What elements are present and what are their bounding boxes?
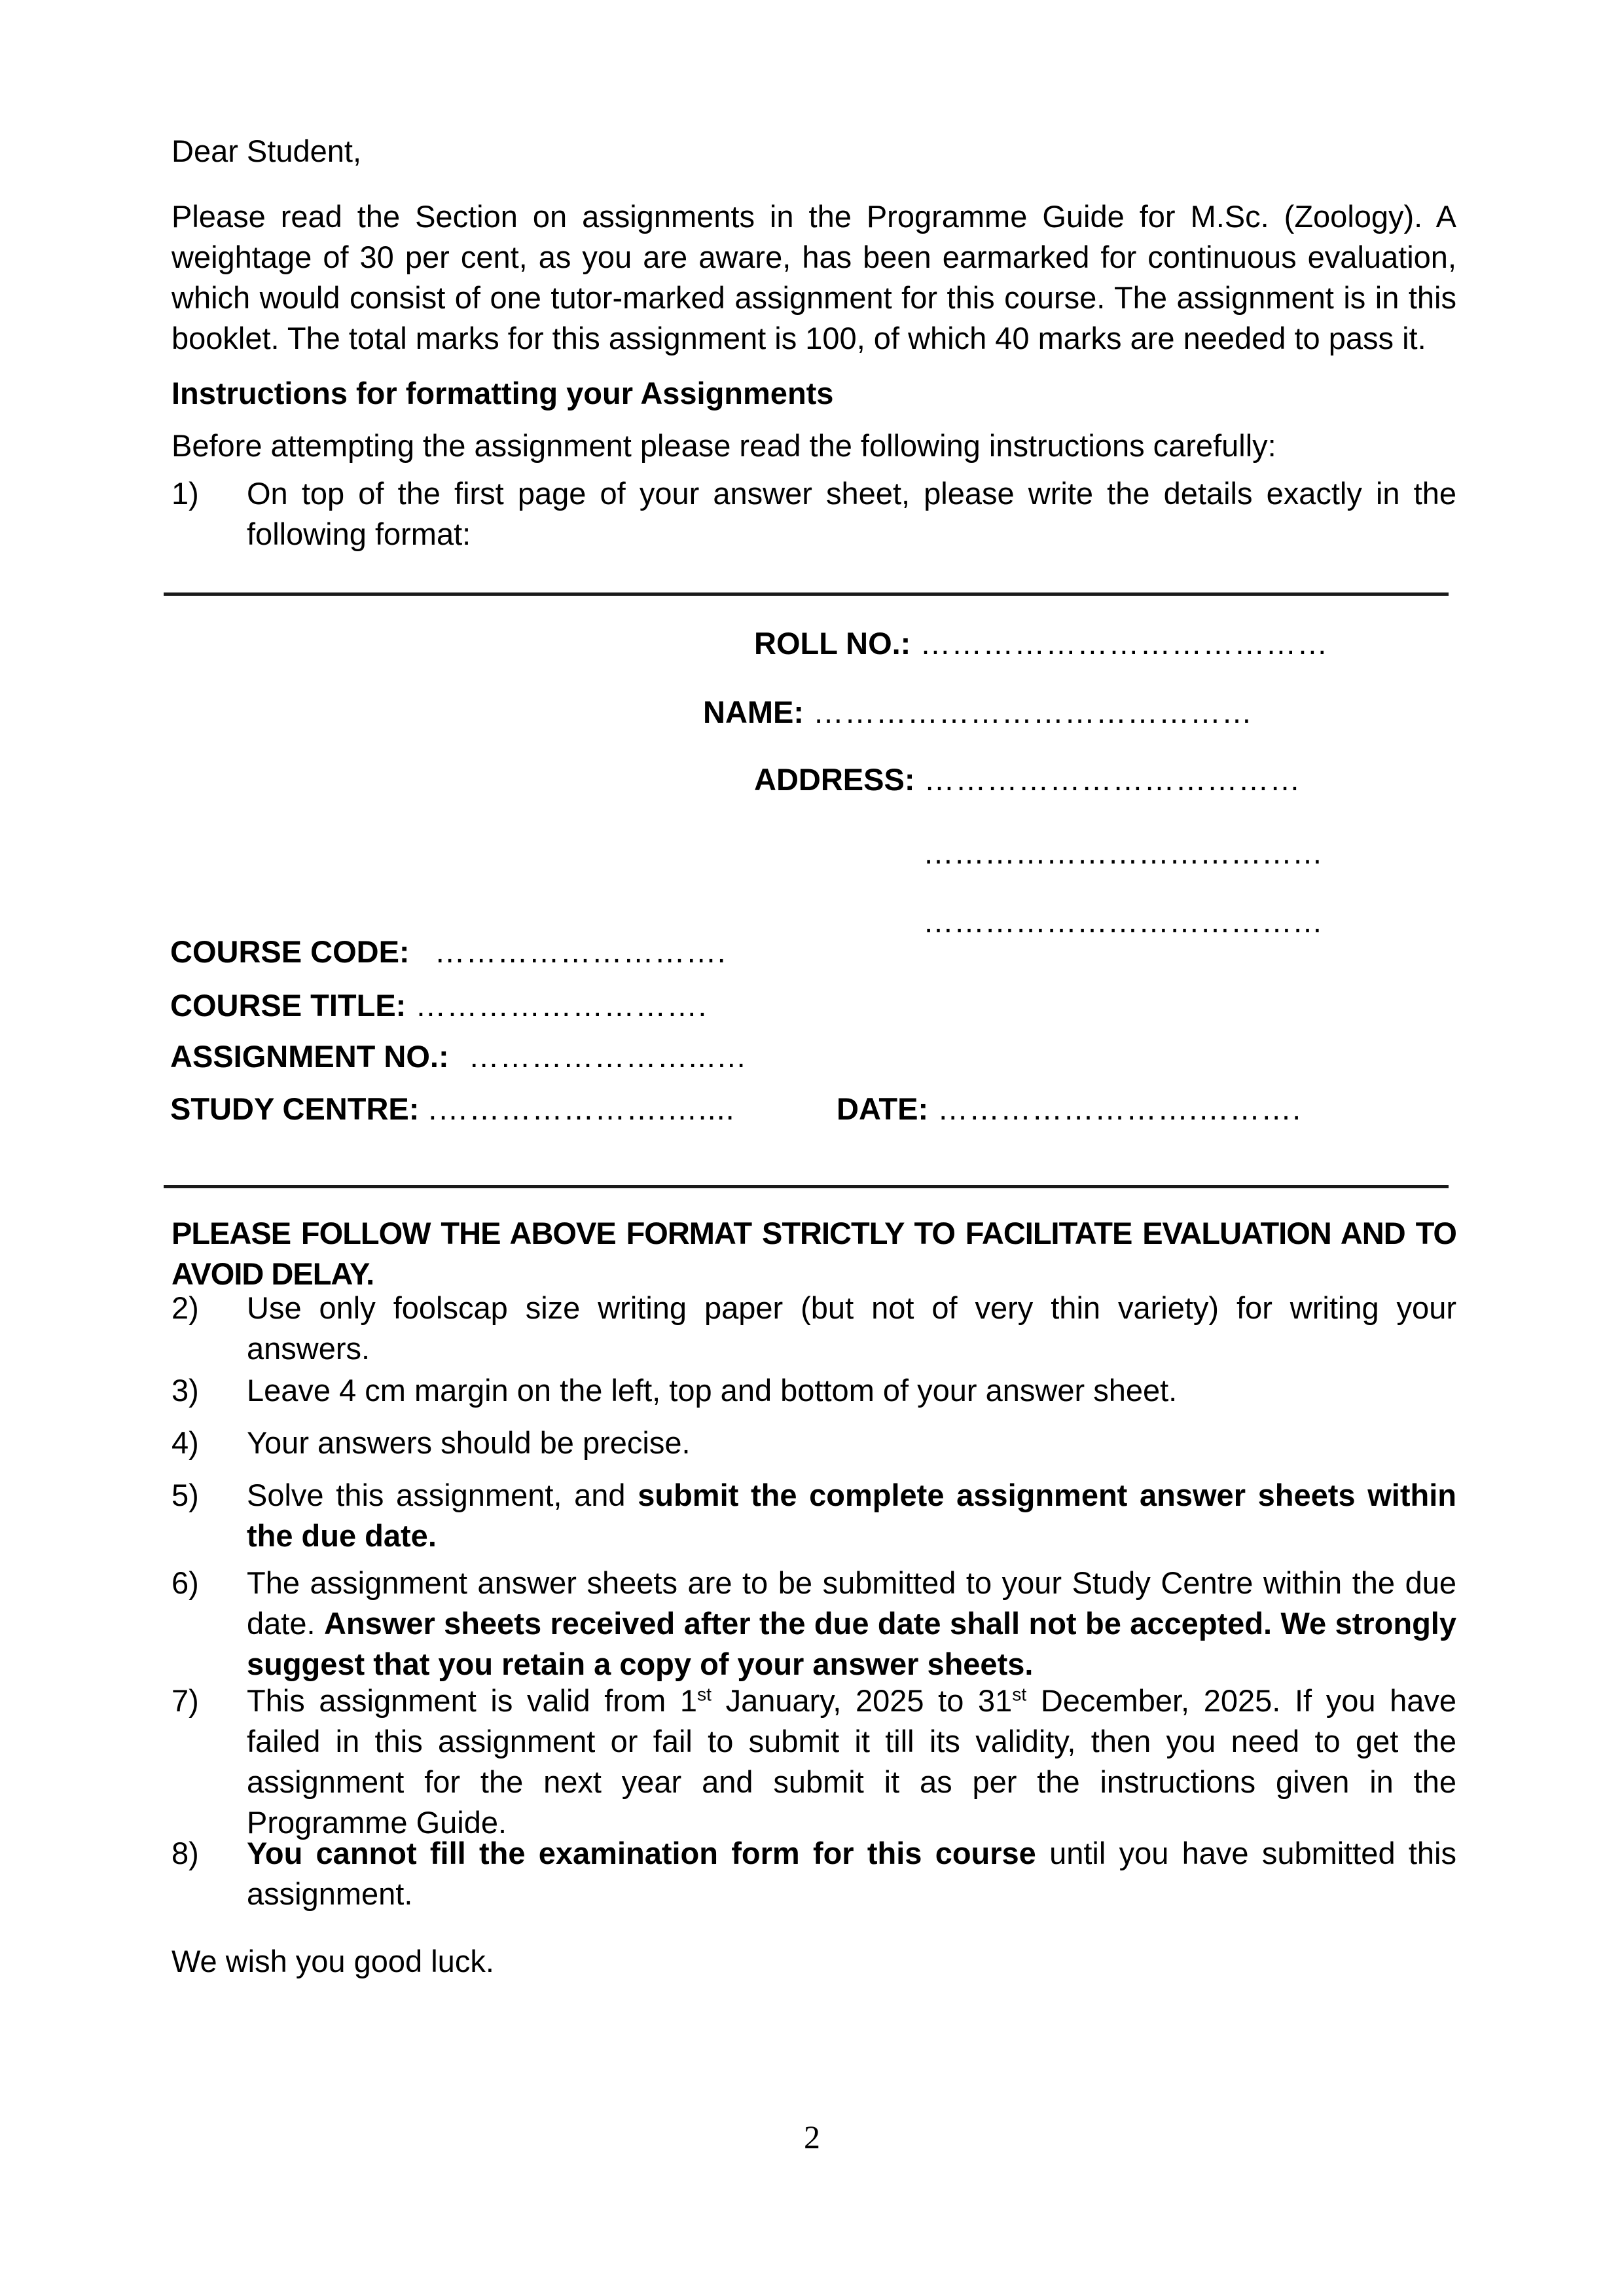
course-code-label: COURSE CODE: [170,934,410,969]
list-item-7 [171,1681,1456,1843]
item-text: Leave 4 cm margin on the left, top and bottom of your answer sheet. [247,1373,1178,1408]
list-item-8 [171,1833,1456,1914]
course-code-row [170,932,727,972]
assignment-no-row [170,1036,748,1077]
list-item-4 [171,1423,1456,1463]
roll-no-label: ROLL NO.: [754,626,911,661]
instructions-heading: Instructions for formatting your Assignments [171,376,834,410]
item-text-regular: until you have submitted this assignment. [247,1836,1456,1911]
salutation: Dear Student, [171,134,362,168]
study-centre-row [170,1089,1302,1129]
item-text-bold: You cannot fill the examination form for this course [247,1836,1036,1870]
item-text-regular: December, 2025. If you have failed in this assignment or fail to submit it till its validity, then you need to get the assignment for the next year and submit it as per the instructions given in the Programme Guide. [247,1683,1457,1840]
course-title-fill-line: ………………………. [415,988,708,1023]
study-centre-label: STUDY CENTRE: [170,1091,420,1126]
page-number: 2 [804,2119,820,2155]
item-number: 3) [171,1373,199,1408]
name-label: NAME: [703,695,804,729]
item-number: 6) [171,1565,199,1600]
date-fill-line: …………………….………. [937,1091,1302,1126]
address-continuation-row [923,902,1323,942]
roll-no-fill-line: ………………………………… [920,626,1329,661]
assignment-no-fill-line: …………………...… [468,1039,748,1074]
item-text [247,1681,1456,1843]
date-label: DATE: [837,1091,929,1126]
item-text-bold: submit the complete assignment answer sheets within the due date. [247,1478,1456,1553]
ordinal-superscript: st [697,1683,712,1705]
item-text-regular: Solve this assignment, and [247,1478,638,1512]
address-fill-line: ……………………………… [924,762,1301,797]
address-row [754,759,1301,800]
item-number: 4) [171,1425,199,1460]
address-label: ADDRESS: [754,762,915,797]
instructions-intro: Before attempting the assignment please read the following instructions carefully: [171,428,1276,463]
list-item-1 [171,473,1456,555]
course-code-fill-line: ………………………. [434,934,727,969]
list-item-2 [171,1288,1456,1369]
item-number: 2) [171,1290,199,1325]
intro-paragraph: Please read the Section on assignments in the Programme Guide for M.Sc. (Zoology). A weightage of 30 per cent, as you are aware, has been earmarked for continuous evaluation, which would consist of one tutor-marked assignment for this course. The assignment is in this booklet. The total marks for this assignment is 100, of which 40 marks are needed to pass it. [171,199,1456,355]
course-title-row [170,985,707,1026]
item-text: On top of the first page of your answer sheet, please write the details exactly in the following format: [247,476,1456,551]
answer-sheet-format-box [164,592,1449,1188]
item-text-regular: This assignment is valid from 1 [247,1683,698,1718]
address-fill-line-3: ………………………………… [923,904,1323,939]
item-text: Use only foolscap size writing paper (but not of very thin variety) for writing your answers. [247,1290,1456,1366]
item-text-bold: Answer sheets received after the due date shall not be accepted. We strongly suggest that you retain a copy of your answer sheets. [247,1606,1457,1681]
list-item-3 [171,1370,1456,1411]
item-text [247,1563,1456,1685]
closing-line: We wish you good luck. [171,1944,494,1978]
address-fill-line-2: ………………………………… [923,835,1323,870]
list-item-5 [171,1475,1456,1556]
study-centre-fill-line: .………………….….... [428,1091,735,1126]
item-number: 7) [171,1683,199,1718]
list-item-6 [171,1563,1456,1685]
item-text: Your answers should be precise. [247,1425,691,1460]
name-row [703,692,1253,733]
item-number: 8) [171,1836,199,1870]
item-text [247,1833,1456,1914]
item-text-regular: The assignment answer sheets are to be submitted to your Study Centre within the due date. [247,1565,1456,1641]
item-number: 1) [171,476,199,511]
item-number: 5) [171,1478,199,1512]
roll-no-row [754,623,1328,664]
item-text-regular: January, 2025 to 31 [711,1683,1013,1718]
address-continuation-row [923,833,1323,873]
name-fill-line: …………………………………… [813,695,1254,729]
format-warning: PLEASE FOLLOW THE ABOVE FORMAT STRICTLY TO FACILITATE EVALUATION AND TO AVOID DELAY. [171,1216,1456,1291]
item-text [247,1475,1456,1556]
date-row [837,1089,1301,1129]
ordinal-superscript: st [1012,1683,1027,1705]
assignment-no-label: ASSIGNMENT NO.: [170,1039,449,1074]
course-title-label: COURSE TITLE: [170,988,406,1023]
